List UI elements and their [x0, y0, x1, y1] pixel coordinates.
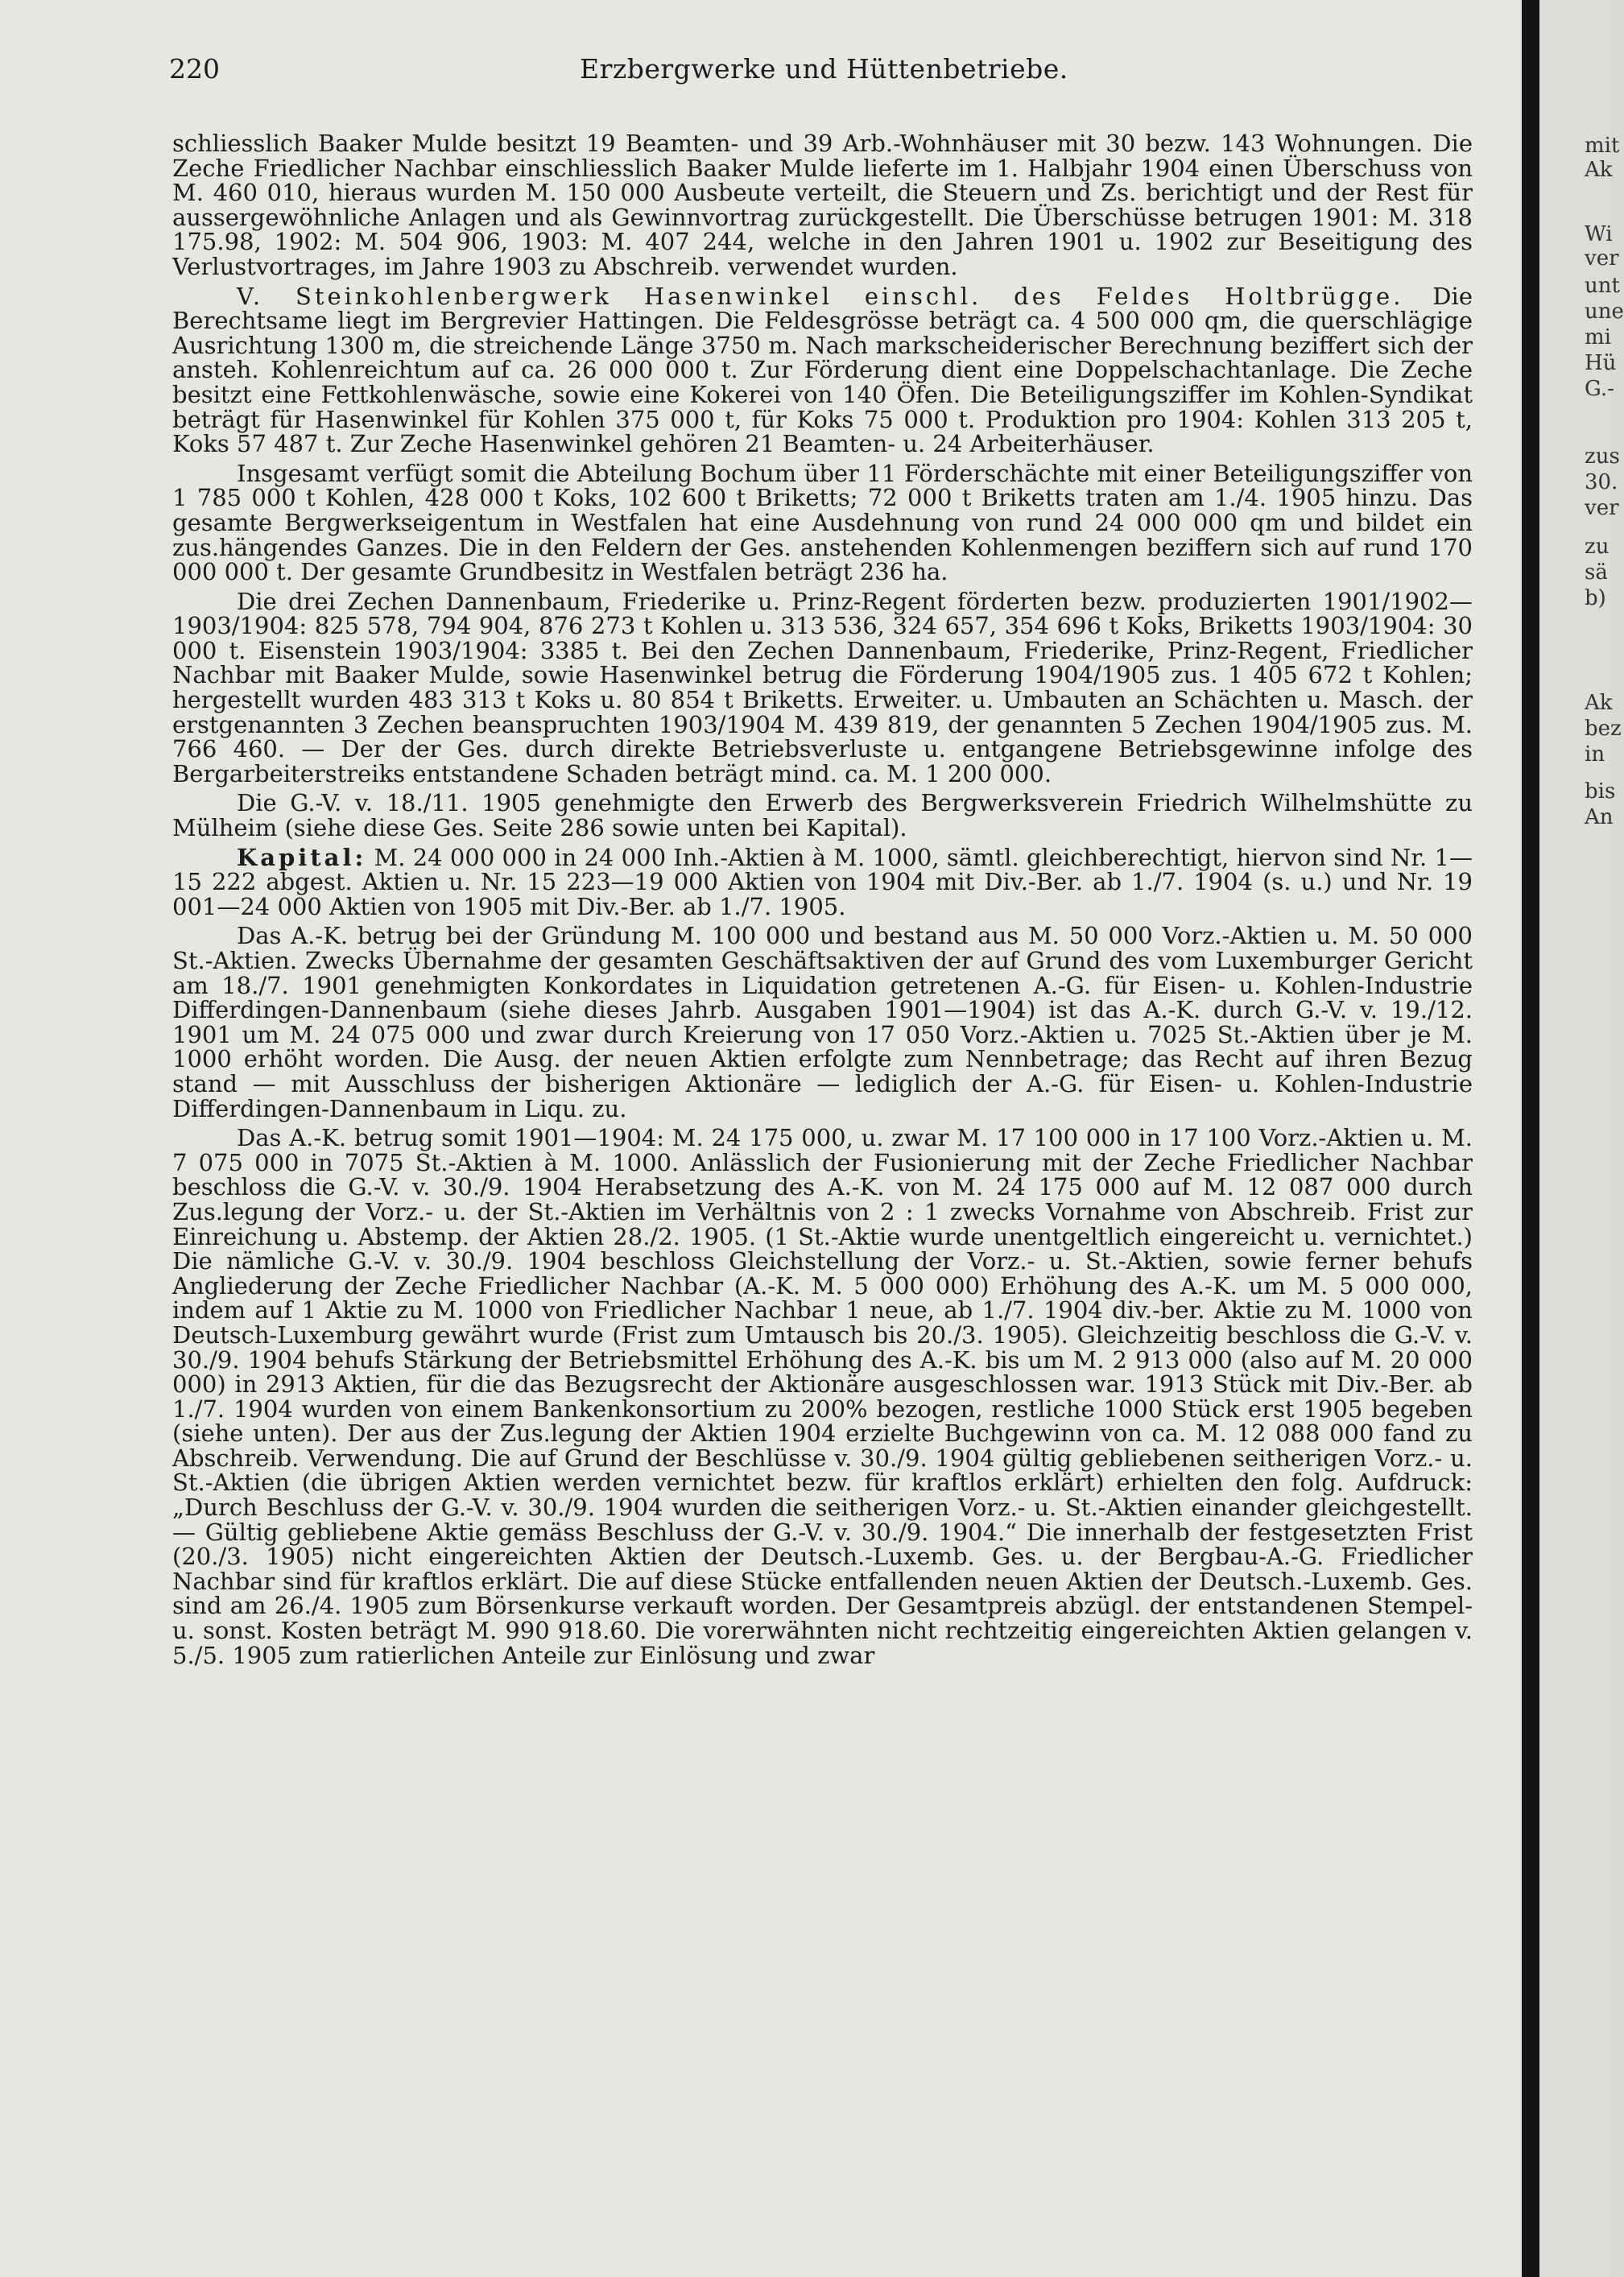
page-header	[169, 53, 1473, 92]
paragraph-text: schliesslich Baaker Mulde besitzt 19 Beamten- und 39 Arb.-Wohnhäuser mit 30 bezw. 143 Wohnungen. Die Zeche Friedlicher Nachbar einschliesslich Baaker Mulde lieferte im 1. Halbjahr 1904 einen Überschuss von M. 460 010, hieraus wurden M. 150 000 Ausbeute verteilt, die Steuern und Zs. berichtigt und der Rest für aussergewöhnliche Anlagen und als Gewinnvortrag zurückgestellt. Die Überschüsse betrugen 1901: M. 318 175.98, 1902: M. 504 906, 1903: M. 407 244, welche in den Jahren 1901 u. 1902 zur Beseitigung des Verlustvortrages, im Jahre 1903 zu Abschreib. verwendet wurden.	[172, 130, 1473, 280]
adjacent-fragment: in	[1585, 742, 1605, 767]
adjacent-fragment: ver	[1585, 246, 1619, 271]
adjacent-fragment: G.-	[1585, 377, 1614, 401]
adjacent-fragment: sä	[1585, 560, 1608, 585]
paragraph-founding-capital	[172, 924, 1473, 1121]
adjacent-fragment: zus	[1585, 444, 1620, 469]
adjacent-fragment: Hü	[1585, 351, 1617, 375]
paragraph-text: Das A.-K. betrug bei der Gründung M. 100 000 und bestand aus M. 50 000 Vorz.-Aktien u. M. 50 000 St.-Aktien. Zwecks Übernahme der gesamten Geschäftsaktiven der auf Grund des vom Luxemburger Gericht am 18./7. 1901 genehmigten Konkordates in Liquidation getretenen A.-G. für Eisen- u. Kohlen-Industrie Differdingen-Dannenbaum (siehe dieses Jahrb. Ausgaben 1901—1904) ist das A.-K. durch G.-V. v. 19./12. 1901 um M. 24 075 000 und zwar durch Kreierung von 17 050 Vorz.-Aktien u. 7025 St.-Aktien über je M. 1000 erhöht worden. Die Ausg. der neuen Aktien erfolgte zum Nennbetrage; das Recht auf ihren Bezug stand — mit Ausschluss der bisherigen Aktionäre — lediglich der A.-G. für Eisen- u. Kohlen-Industrie Differdingen-Dannenbaum in Liqu. zu.	[172, 922, 1473, 1122]
adjacent-fragment: mit	[1585, 134, 1620, 158]
adjacent-fragment: ver	[1585, 496, 1619, 520]
paragraph-bochum-summary	[172, 461, 1473, 585]
paragraph-text: Die Berechtsame liegt im Bergrevier Hattingen. Die Feldesgrösse beträgt ca. 4 500 000 qm, die querschlägige Ausrichtung 1300 m, die streichende Länge 3750 m. Nach markscheiderischer Berechnung beziffert sich der ansteh. Kohlenreichtum auf ca. 26 000 000 t. Zur Förderung dient eine Doppelschachtanlage. Die Zeche besitzt eine Fettkohlenwäsche, sowie eine Kokerei von 140 Öfen. Die Beteiligungsziffer im Kohlen-Syndikat beträgt für Hasenwinkel für Kohlen 375 000 t, für Koks 75 000 t. Produktion pro 1904: Kohlen 313 205 t, Koks 57 487 t. Zur Zeche Hasenwinkel gehören 21 Beamten- u. 24 Arbeiterhäuser.	[172, 282, 1473, 458]
paragraph-kapital	[172, 845, 1473, 919]
book-spine-shadow	[1522, 0, 1539, 2277]
adjacent-fragment: une	[1585, 300, 1624, 324]
adjacent-fragment: b)	[1585, 586, 1606, 610]
adjacent-fragment: Ak	[1585, 158, 1613, 182]
paragraph-text: Das A.-K. betrug somit 1901—1904: M. 24 175 000, u. zwar M. 17 100 000 in 17 100 Vorz.-Aktien u. M. 7 075 000 in 7075 St.-Aktien à M. 1000. Anlässlich der Fusionierung mit der Zeche Friedlicher Nachbar beschloss die G.-V. v. 30./9. 1904 Herabsetzung des A.-K. von M. 24 175 000 auf M. 12 087 000 durch Zus.legung der Vorz.- u. der St.-Aktien im Verhältnis von 2 : 1 zwecks Vornahme von Abschreib. Frist zur Einreichung u. Abstemp. der Aktien 28./2. 1905. (1 St.-Aktie wurde unentgeltlich eingereicht u. vernichtet.) Die nämliche G.-V. v. 30./9. 1904 beschloss Gleichstellung der Vorz.- u. St.-Aktien, sowie ferner behufs Angliederung der Zeche Friedlicher Nachbar (A.-K. M. 5 000 000) Erhöhung des A.-K. um M. 5 000 000, indem auf 1 Aktie zu M. 1000 von Friedlicher Nachbar 1 neue, ab 1./7. 1904 div.-ber. Aktie zu M. 1000 von Deutsch-Luxemburg gewährt wurde (Frist zum Umtausch bis 20./3. 1905). Gleichzeitig beschloss die G.-V. v. 30./9. 1904 behufs Stärkung der Betriebsmittel Erhöhung des A.-K. bis um M. 2 913 000 (also auf M. 20 000 000) in 2913 Aktien, für die das Bezugsrecht der Aktionäre ausgeschlossen war. 1913 Stück mit Div.-Ber. ab 1./7. 1904 wurden von einem Bankenkonsortium zu 200% bezogen, restliche 1000 Stück erst 1905 begeben (siehe unten). Der aus der Zus.legung der Aktien 1904 erzielte Buchgewinn von ca. M. 12 088 000 fand zu Abschreib. Verwendung. Die auf Grund der Beschlüsse v. 30./9. 1904 gültig gebliebenen seitherigen Vorz.- u. St.-Aktien (die übrigen Aktien werden vernichtet bezw. für kraftlos erklärt) erhielten den folg. Aufdruck: „Durch Beschluss der G.-V. v. 30./9. 1904 wurden die seitherigen Vorz.- u. St.-Aktien einander gleichgestellt. — Gültig gebliebene Aktie gemäss Beschluss der G.-V. v. 30./9. 1904.“ Die innerhalb der festgesetzten Frist (20./3. 1905) nicht eingereichten Aktien der Deutsch.-Luxemb. Ges. u. der Bergbau-A.-G. Friedlicher Nachbar sind für kraftlos erklärt. Die auf diese Stücke entfallenden neuen Aktien der Deutsch.-Luxemb. Ges. sind am 26./4. 1905 zum Börsenkurse verkauft worden. Der Gesamtpreis abzügl. der entstandenen Stempel- u. sonst. Kosten beträgt M. 990 918.60. Die vorerwähnten nicht rechtzeitig eingereichten Aktien gelangen v. 5./5. 1905 zum ratierlichen Anteile zur Einlösung und zwar	[172, 1124, 1473, 1669]
adjacent-page-edge	[1539, 0, 1624, 2277]
adjacent-fragment: Wi	[1585, 222, 1613, 246]
section-heading: V. Steinkohlenbergwerk Hasenwinkel einschl. des Feldes Holtbrügge.	[237, 282, 1404, 310]
paragraph-acquisition	[172, 791, 1473, 840]
adjacent-fragment: zu	[1585, 535, 1610, 559]
body-text	[172, 131, 1473, 1672]
adjacent-fragment: bez	[1585, 717, 1622, 741]
paragraph-text: Die drei Zechen Dannenbaum, Friederike u. Prinz-Regent förderten bezw. produzierten 1901/1902—1903/1904: 825 578, 794 904, 876 273 t Kohlen u. 313 536, 324 657, 354 696 t Koks, Briketts 1903/1904: 30 000 t. Eisenstein 1903/1904: 3385 t. Bei den Zechen Dannenbaum, Friederike, Prinz-Regent, Friedlicher Nachbar mit Baaker Mulde, sowie Hasenwinkel betrug die Förderung 1904/1905 zus. 1 405 672 t Kohlen; hergestellt wurden 483 313 t Koks u. 80 854 t Briketts. Erweiter. u. Umbauten an Schächten u. Masch. der erstgenannten 3 Zechen beanspruchten 1903/1904 M. 439 819, der genannten 5 Zechen 1904/1905 zus. M. 766 460. — Der der Ges. durch direkte Betriebsverluste u. entgangene Betriebsgewinne infolge des Bergarbeiterstreiks entstandene Schaden beträgt mind. ca. M. 1 200 000.	[172, 587, 1473, 787]
adjacent-fragment: Ak	[1585, 691, 1613, 715]
paragraph-baaker-mulde	[172, 131, 1473, 279]
adjacent-fragment: unt	[1585, 274, 1620, 298]
running-title: Erzbergwerke und Hüttenbetriebe.	[580, 53, 1068, 85]
page-number: 220	[169, 53, 220, 85]
adjacent-fragment: An	[1585, 805, 1614, 829]
paragraph-text: Insgesamt verfügt somit die Abteilung Bochum über 11 Förderschächte mit einer Beteiligungsziffer von 1 785 000 t Kohlen, 428 000 t Koks, 102 600 t Briketts; 72 000 t Briketts traten am 1./4. 1905 hinzu. Das gesamte Bergwerkseigentum in Westfalen hat eine Ausdehnung von rund 24 000 000 qm und bildet ein zus.hängendes Ganzes. Die in den Feldern der Ges. anstehenden Kohlenmengen beziffern sich auf rund 170 000 000 t. Der gesamte Grundbesitz in Westfalen beträgt 236 ha.	[172, 459, 1473, 586]
paragraph-capital-history	[172, 1126, 1473, 1667]
adjacent-fragment: 30.	[1585, 470, 1618, 494]
paragraph-production	[172, 589, 1473, 787]
section-heading: Kapital:	[237, 843, 367, 871]
adjacent-fragment: bis	[1585, 779, 1616, 804]
paragraph-hasenwinkel	[172, 284, 1473, 457]
adjacent-fragment: mi	[1585, 325, 1611, 349]
paragraph-text: M. 24 000 000 in 24 000 Inh.-Aktien à M. 1000, sämtl. gleichberechtigt, hiervon sind Nr. 1—15 222 abgest. Aktien u. Nr. 15 223—19 000 Aktien von 1904 mit Div.-Ber. ab 1./7. 1904 (s. u.) und Nr. 19 001—24 000 Aktien von 1905 mit Div.-Ber. ab 1./7. 1905.	[172, 843, 1473, 920]
paragraph-text: Die G.-V. v. 18./11. 1905 genehmigte den Erwerb des Bergwerksverein Friedrich Wilhelmshütte zu Mülheim (siehe diese Ges. Seite 286 sowie unten bei Kapital).	[172, 789, 1473, 842]
